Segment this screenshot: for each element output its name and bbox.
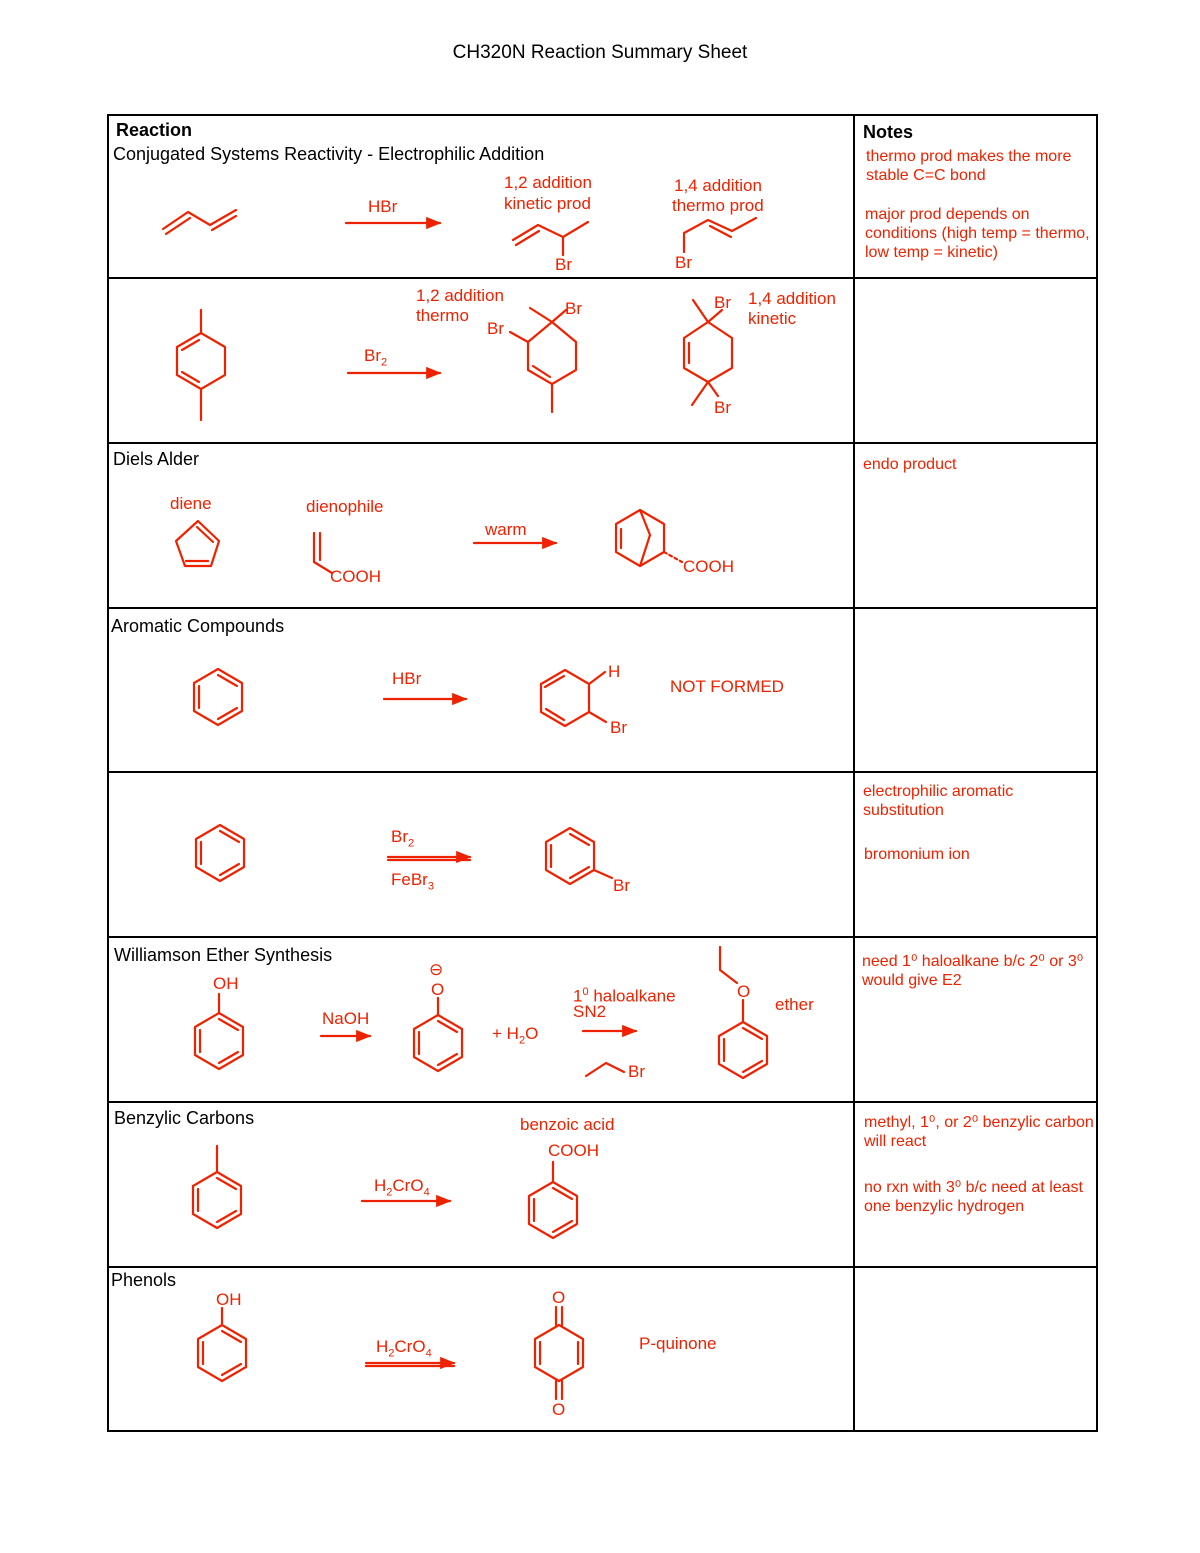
ether-label: ether <box>775 995 814 1014</box>
product-annotation: 1,4 addition <box>674 176 762 195</box>
product-annotation: thermo prod <box>672 196 764 215</box>
notes-header: Notes <box>863 122 914 142</box>
note-text: electrophilic aromatic substitution <box>863 783 1014 819</box>
reagent-label: $H_2CrO_4$ <box>374 1176 430 1199</box>
bromine-label: Br <box>714 293 731 312</box>
catalyst-label: FeBr$_3$ <box>391 870 434 893</box>
note-text: no rxn with 3⁰ b/c need at least one benzylic hydrogen <box>864 1179 1083 1215</box>
cyclopentadiene-structure <box>176 521 219 566</box>
note-text: major prod depends on conditions (high temp = thermo, low temp = kinetic) <box>865 206 1090 261</box>
bromine-label: Br <box>610 718 627 737</box>
section-title-diels-alder: Diels Alder <box>113 449 200 469</box>
bromobenzene-structure <box>546 828 612 884</box>
bromine-label: Br <box>714 398 731 417</box>
carboxyl-label: COOH <box>330 567 381 586</box>
oxygen-label: O <box>552 1400 566 1419</box>
product-annotation: benzoic acid <box>520 1115 615 1134</box>
condition-label: $1^0$ haloalkane <box>573 986 676 1006</box>
kinetic-product-structure <box>513 222 588 255</box>
thermo-product-structure <box>684 218 756 252</box>
bromine-label: Br <box>487 319 504 338</box>
toluene-structure <box>193 1146 241 1228</box>
reagent-label: $H_2CrO_4$ <box>376 1337 432 1360</box>
phenol-structure <box>198 1308 246 1381</box>
note-text: methyl, 1⁰, or 2⁰ benzylic carbon will react <box>864 1114 1094 1150</box>
section-title-benzylic: Benzylic Carbons <box>114 1108 255 1128</box>
reagent-label: $Br_2$ <box>364 346 388 369</box>
reagent-label: $Br_2$ <box>391 827 415 850</box>
dibromide-12-structure <box>510 308 576 412</box>
bromine-label: Br <box>555 255 572 274</box>
section-title-phenols: Phenols <box>111 1270 177 1290</box>
ethyl-phenyl-ether-structure <box>719 947 767 1078</box>
hydroxyl-label: OH <box>213 974 239 993</box>
ethyl-bromide-structure <box>586 1063 624 1076</box>
note-text: bromonium ion <box>864 846 970 863</box>
carboxyl-label: COOH <box>548 1141 599 1160</box>
phenol-structure <box>195 994 243 1069</box>
product-annotation: kinetic <box>748 309 797 328</box>
bromine-label: Br <box>675 253 692 272</box>
reagent-label: HBr <box>392 669 422 688</box>
norbornene-product-structure <box>616 510 682 566</box>
page-title: CH320N Reaction Summary Sheet <box>452 42 748 63</box>
hydrogen-label: H <box>608 662 621 681</box>
phenoxide-structure <box>414 998 462 1071</box>
benzene-structure <box>196 825 244 881</box>
oxygen-label: O <box>737 982 751 1001</box>
bromine-label: Br <box>613 876 630 895</box>
reagent-label: HBr <box>368 197 398 216</box>
reaction-header: Reaction <box>116 120 193 140</box>
quinone-label: P-quinone <box>639 1334 717 1353</box>
product-annotation: kinetic prod <box>504 194 591 213</box>
product-annotation: thermo <box>416 306 469 325</box>
mechanism-label: SN2 <box>573 1002 607 1021</box>
water-label: + $H_2O$ <box>492 1024 539 1047</box>
negative-charge-label: ⊖ <box>429 960 444 979</box>
bromine-label: Br <box>628 1062 645 1081</box>
condition-label: warm <box>485 520 527 539</box>
oxygen-label: O <box>552 1288 566 1307</box>
benzoic-acid-structure <box>529 1162 577 1238</box>
carboxyl-label: COOH <box>683 557 734 576</box>
note-text: thermo prod makes the more stable C=C bond <box>866 148 1072 184</box>
dienophile-label: dienophile <box>306 497 384 516</box>
cyclohexadiene-product-structure <box>541 670 606 726</box>
note-text: endo product <box>863 456 957 473</box>
section-title-aromatic: Aromatic Compounds <box>111 616 285 636</box>
note-text: need 1⁰ haloalkane b/c 2⁰ or 3⁰ would give E2 <box>862 953 1084 989</box>
bromine-label: Br <box>565 299 582 318</box>
oxygen-label: O <box>431 980 445 999</box>
reagent-label: NaOH <box>322 1009 370 1028</box>
dibromide-14-structure <box>684 300 732 405</box>
p-quinone-structure <box>535 1307 583 1399</box>
hydroxyl-label: OH <box>216 1290 242 1309</box>
product-annotation: 1,4 addition <box>748 289 836 308</box>
benzene-structure <box>194 669 242 725</box>
dimethylcyclohexadiene-structure <box>177 310 225 420</box>
product-annotation: 1,2 addition <box>504 173 592 192</box>
diene-label: diene <box>170 494 212 513</box>
section-title-conjugated: Conjugated Systems Reactivity - Electrophilic Addition <box>113 144 545 164</box>
not-formed-label: NOT FORMED <box>670 677 784 696</box>
section-title-williamson: Williamson Ether Synthesis <box>114 945 333 965</box>
product-annotation: 1,2 addition <box>416 286 504 305</box>
butadiene-structure <box>163 210 236 234</box>
